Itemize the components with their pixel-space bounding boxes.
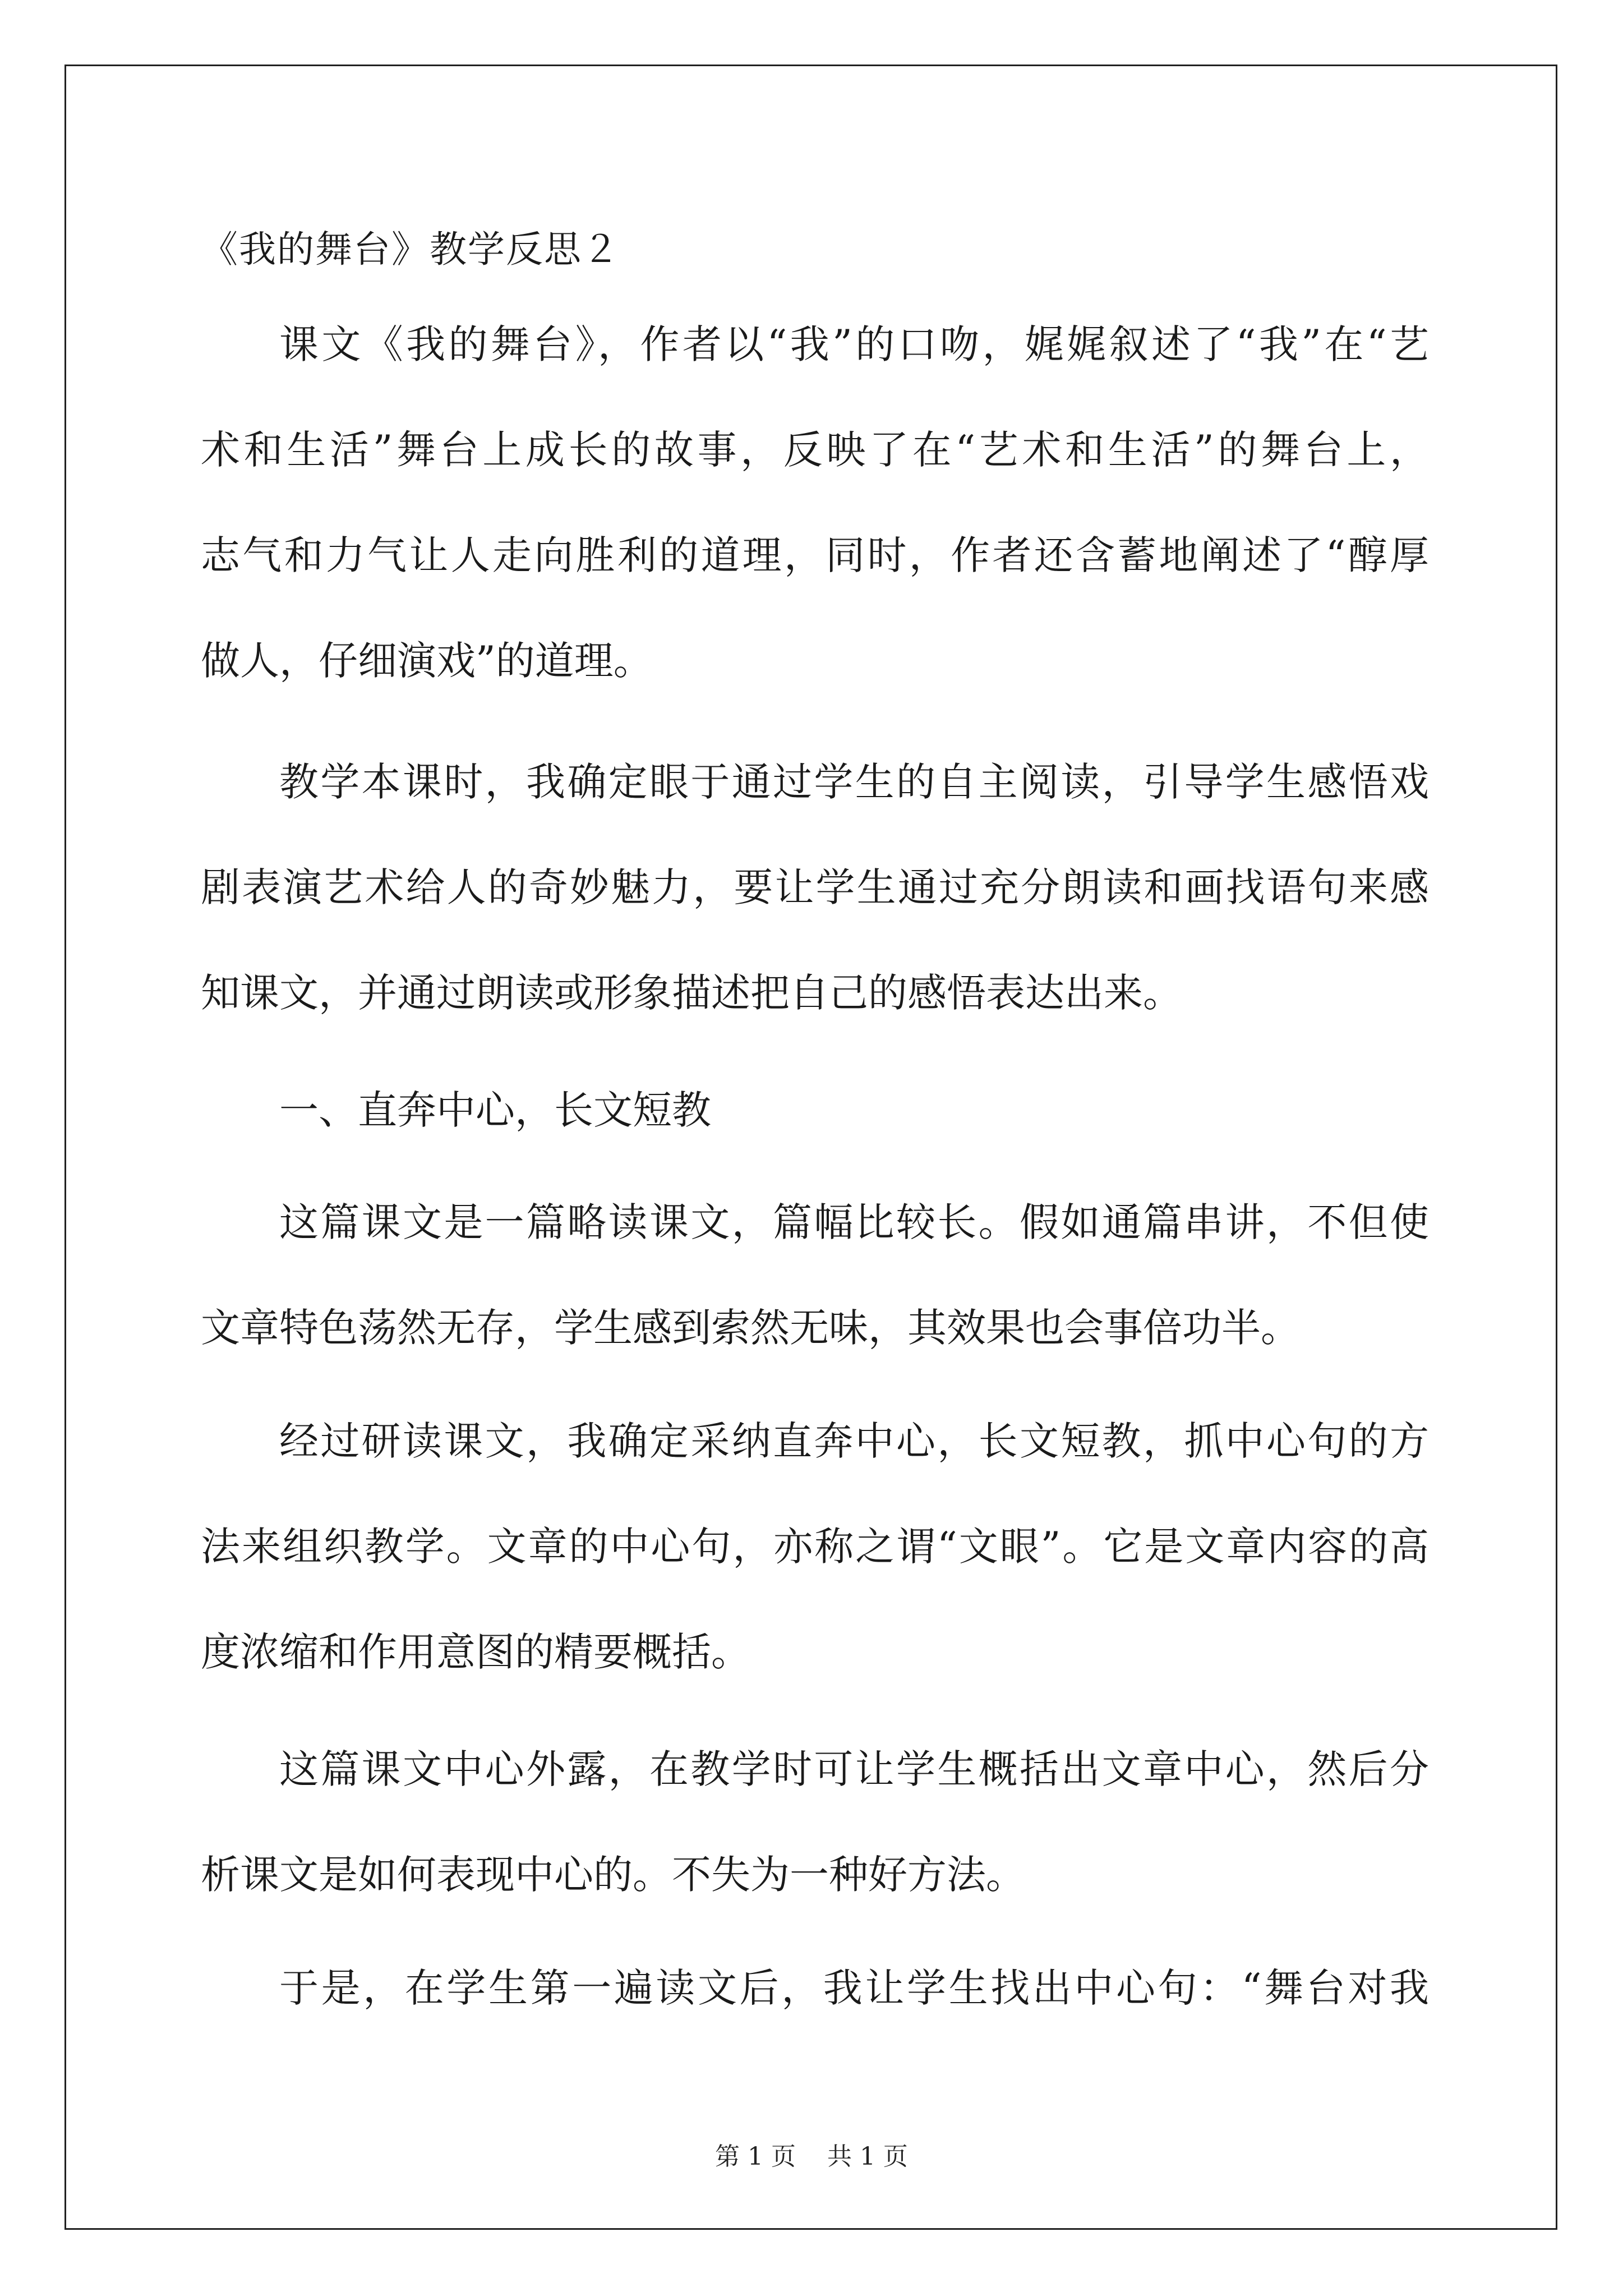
paragraph-line: 度浓缩和作用意图的精要概括。 (201, 1629, 750, 1675)
paragraph-line: 剧表演艺术给人的奇妙魅力，要让学生通过充分朗读和画找语句来感 (201, 864, 1429, 910)
paragraph-line: 知课文，并通过朗读或形象描述把自己的感悟表达出来。 (201, 970, 1182, 1016)
paragraph-line: 这篇课文是一篇略读课文，篇幅比较长。假如通篇串讲，不但使 (279, 1199, 1429, 1245)
paragraph-2 (201, 729, 1429, 1046)
paragraph-4 (201, 1170, 1429, 1381)
paragraph-7 (201, 1935, 1429, 2041)
paragraph-5 (201, 1388, 1429, 1705)
section-heading-1 (201, 1057, 1429, 1163)
paragraph-1 (201, 292, 1429, 714)
paragraph-line: 文章特色荡然无存，学生感到索然无味，其效果也会事倍功半。 (201, 1305, 1300, 1351)
page-footer: 第 1 页 共 1 页 (715, 2142, 908, 2171)
paragraph-line: 教学本课时，我确定眼于通过学生的自主阅读，引导学生感悟戏 (279, 759, 1429, 805)
paragraph-line: 经过研读课文，我确定采纳直奔中心，长文短教，抓中心句的方 (279, 1418, 1429, 1464)
paragraph-line: 术和生活”舞台上成长的故事，反映了在“艺术和生活”的舞台上， (201, 427, 1429, 473)
paragraph-line: 做人，仔细演戏”的道理。 (201, 638, 653, 684)
paragraph-line: 法来组织教学。文章的中心句，亦称之谓“文眼”。它是文章内容的高 (201, 1524, 1429, 1570)
paragraph-line: 析课文是如何表现中心的。不失为一种好方法。 (201, 1852, 1025, 1898)
document-title: 《我的舞台》教学反思２ (201, 228, 620, 271)
paragraph-6 (201, 1717, 1429, 1927)
paragraph-line: 这篇课文中心外露，在教学时可让学生概括出文章中心，然后分 (279, 1746, 1429, 1792)
paragraph-line: 于是，在学生第一遍读文后，我让学生找出中心句：“舞台对我 (279, 1965, 1429, 2011)
paragraph-line: 志气和力气让人走向胜利的道理，同时，作者还含蓄地阐述了“醇厚 (201, 532, 1429, 578)
paragraph-line: 课文《我的舞台》，作者以“我”的口吻，娓娓叙述了“我”在“艺 (279, 321, 1429, 367)
paragraph-line: 一、直奔中心，长文短教 (279, 1087, 711, 1133)
